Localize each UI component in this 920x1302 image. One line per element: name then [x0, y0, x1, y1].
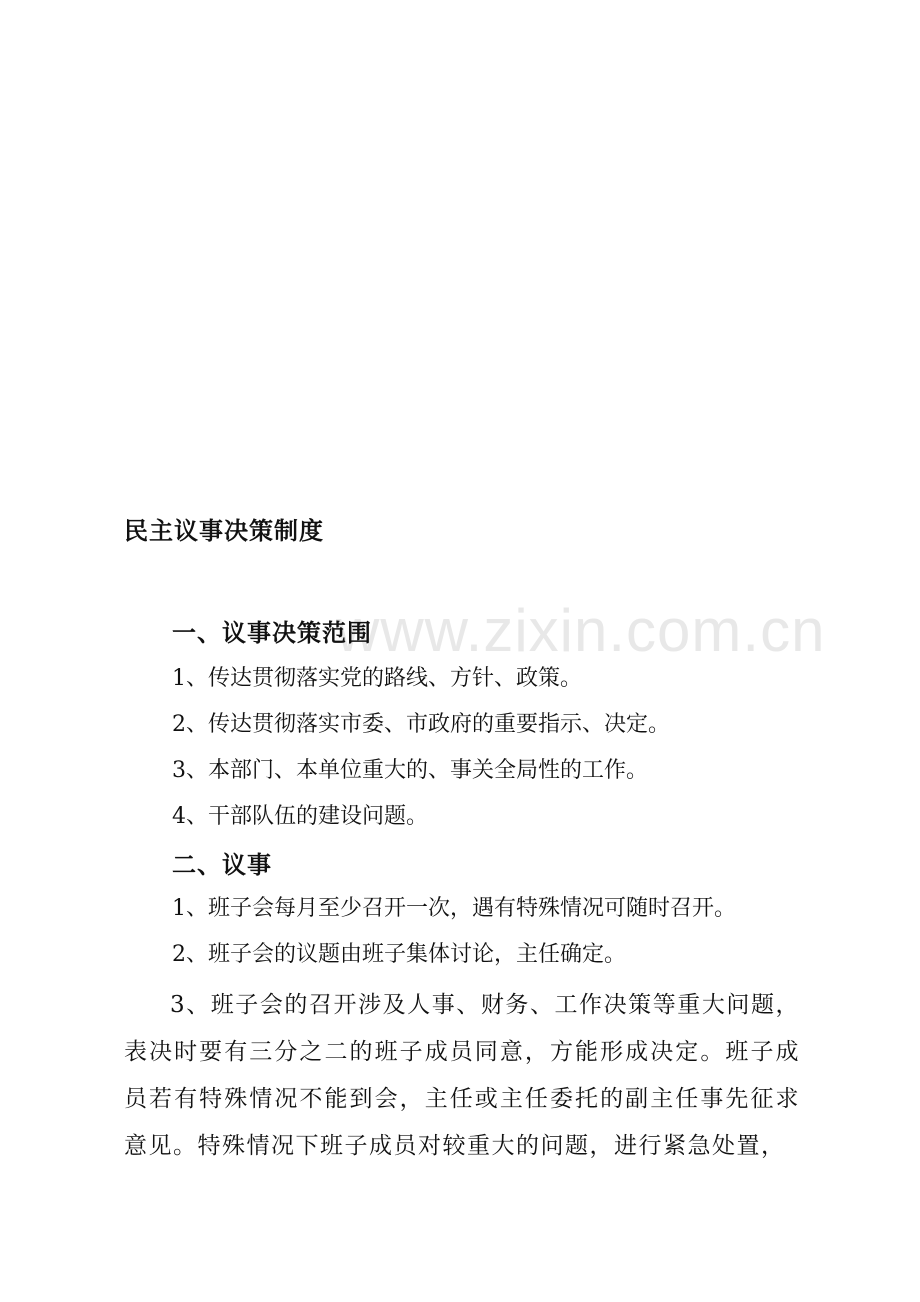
- section-1-heading: 一、议事决策范围: [172, 619, 372, 647]
- section-2-item-3-paragraph: 3、班子会的召开涉及人事、财务、工作决策等重大问题，表决时要有三分之二的班子成员同意，方能形成决定。班子成员若有特殊情况不能到会，主任或主任委托的副主任事先征求意见。特殊情况下班子成员对较重大的问题，进行紧急处置，: [124, 992, 800, 1159]
- section-2-item-2: 2、班子会的议题由班子集体讨论，主任确定。: [172, 942, 626, 967]
- section-2-heading: 二、议事: [172, 851, 272, 879]
- section-2-item-1: 1、班子会每月至少召开一次，遇有特殊情况可随时召开。: [172, 896, 736, 921]
- watermark: www.zixin.com.cn: [336, 597, 826, 664]
- section-1-item-2: 2、传达贯彻落实市委、市政府的重要指示、决定。: [172, 712, 670, 737]
- document-title: 民主议事决策制度: [124, 517, 324, 545]
- section-1-item-4: 4、干部队伍的建设问题。: [172, 804, 428, 829]
- section-1-item-1: 1、传达贯彻落实党的路线、方针、政策。: [172, 666, 582, 691]
- section-1-item-3: 3、本部门、本单位重大的、事关全局性的工作。: [172, 758, 648, 783]
